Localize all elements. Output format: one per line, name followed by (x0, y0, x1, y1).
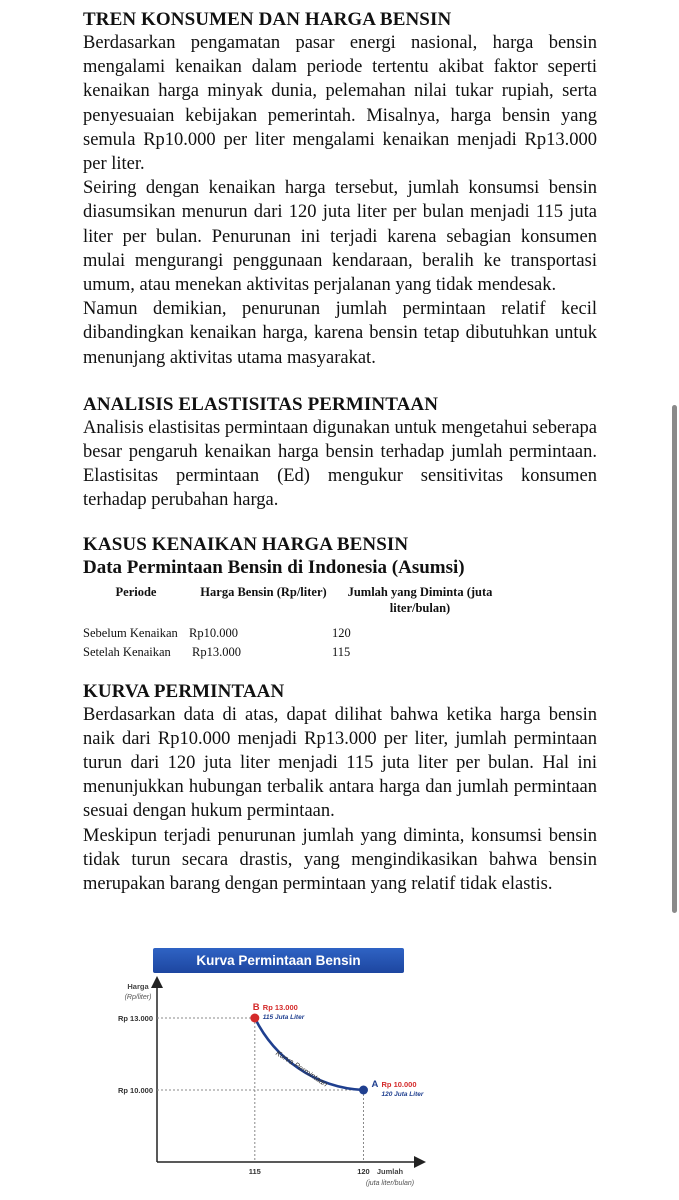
point-quantity-label: 120 Juta Liter (381, 1091, 424, 1098)
point-quantity-label: 115 Juta Liter (262, 1014, 305, 1021)
y-axis-unit: (Rp/liter) (124, 994, 152, 1001)
table-header-cell: Harga Bensin (Rp/liter) (200, 584, 327, 599)
paragraph: Namun demikian, penurunan jumlah permintaan relatif kecil dibandingkan kenaikan harga, karena bensin tetap dibutuhkan untuk menunjang aktivitas utama masyarakat. (83, 299, 597, 368)
y-axis-label: Harga (127, 982, 149, 991)
x-axis-unit: (juta liter/bulan) (365, 1180, 415, 1187)
x-tick-label: 120 (357, 1167, 370, 1176)
section-title-analisis: ANALISIS ELASTISITAS PERMINTAAN (83, 393, 439, 415)
paragraph: Berdasarkan pengamatan pasar energi nasional, harga bensin mengalami kenaikan dalam periode tertentu akibat faktor seperti kenaikan harga minyak dunia, pelemahan nilai tukar rupiah, serta penyesuaian kebijakan pemerintah. Misalnya, harga bensin yang semula Rp10.000 per liter mengalami kenaikan menjadi Rp13.000 per liter. (83, 33, 597, 175)
table-header-cell: Jumlah yang Diminta (juta liter/bulan) (347, 584, 493, 615)
demand-data-table (83, 581, 502, 662)
point-letter-b: B (252, 1002, 260, 1013)
demand-curve-chart (100, 948, 440, 1196)
table-cell: Rp10.000 (189, 625, 238, 640)
table-header-row (83, 581, 502, 624)
table-row (83, 624, 502, 643)
curve-label: Kurva Permintaan (274, 1048, 330, 1089)
section-title-tren: TREN KONSUMEN DAN HARGA BENSIN (83, 9, 452, 30)
table-cell: 115 (332, 644, 351, 659)
section-title-kasus: KASUS KENAIKAN HARGA BENSIN (83, 533, 409, 555)
y-tick-label: Rp 10.000 (117, 1086, 153, 1095)
paragraph: Seiring dengan kenaikan harga tersebut, jumlah konsumsi bensin diasumsikan menurun dari 120 juta liter per bulan menjadi 115 juta liter per bulan. Penurunan ini terjadi karena sebagian konsumen mulai mengurangi penggunaan kendaraan, beralih ke transportasi umum, atau menekan aktivitas perjalanan yang tidak mendesak. (83, 178, 597, 296)
document-body (83, 8, 597, 896)
data-point-b (250, 1014, 259, 1023)
y-tick-label: Rp 13.000 (117, 1014, 153, 1023)
scrollbar[interactable] (672, 405, 677, 913)
chart-title: Kurva Permintaan Bensin (196, 953, 361, 968)
paragraph: Meskipun terjadi penurunan jumlah yang diminta, konsumsi bensin tidak turun secara drastis, yang mengindikasikan bahwa bensin merupakan barang dengan permintaan yang relatif tidak elastis. (83, 825, 597, 895)
table-cell: 120 (332, 625, 351, 640)
chart-plot (100, 948, 440, 1196)
data-point-a (359, 1086, 368, 1095)
demand-curve (255, 1018, 364, 1090)
table-row (83, 643, 502, 662)
table-header-cell: Periode (115, 584, 157, 599)
section-title-kurva: KURVA PERMINTAAN (83, 680, 285, 702)
table-cell: Rp13.000 (192, 644, 241, 659)
paragraph: Analisis elastisitas permintaan digunakan untuk mengetahui seberapa besar pengaruh kenaikan harga bensin terhadap jumlah permintaan. Elastisitas permintaan (Ed) mengukur sensitivitas konsumen terhadap perubahan harga. (83, 417, 597, 511)
table-caption: Data Permintaan Bensin di Indonesia (Asumsi) (83, 556, 465, 578)
paragraph: Berdasarkan data di atas, dapat dilihat bahwa ketika harga bensin naik dari Rp10.000 menjadi Rp13.000 per liter, jumlah permintaan turun dari 120 juta liter menjadi 115 juta liter per bulan. Hal ini menunjukkan hubungan terbalik antara harga dan jumlah permintaan sesuai dengan hukum permintaan. (83, 704, 597, 822)
point-price-label: Rp 13.000 (262, 1003, 298, 1012)
x-axis-label: Jumlah (376, 1167, 404, 1176)
point-letter-a: A (371, 1079, 379, 1090)
point-price-label: Rp 10.000 (381, 1080, 417, 1089)
table-cell: Setelah Kenaikan (83, 644, 171, 659)
table-cell: Sebelum Kenaikan (83, 625, 178, 640)
x-tick-label: 115 (248, 1167, 261, 1176)
